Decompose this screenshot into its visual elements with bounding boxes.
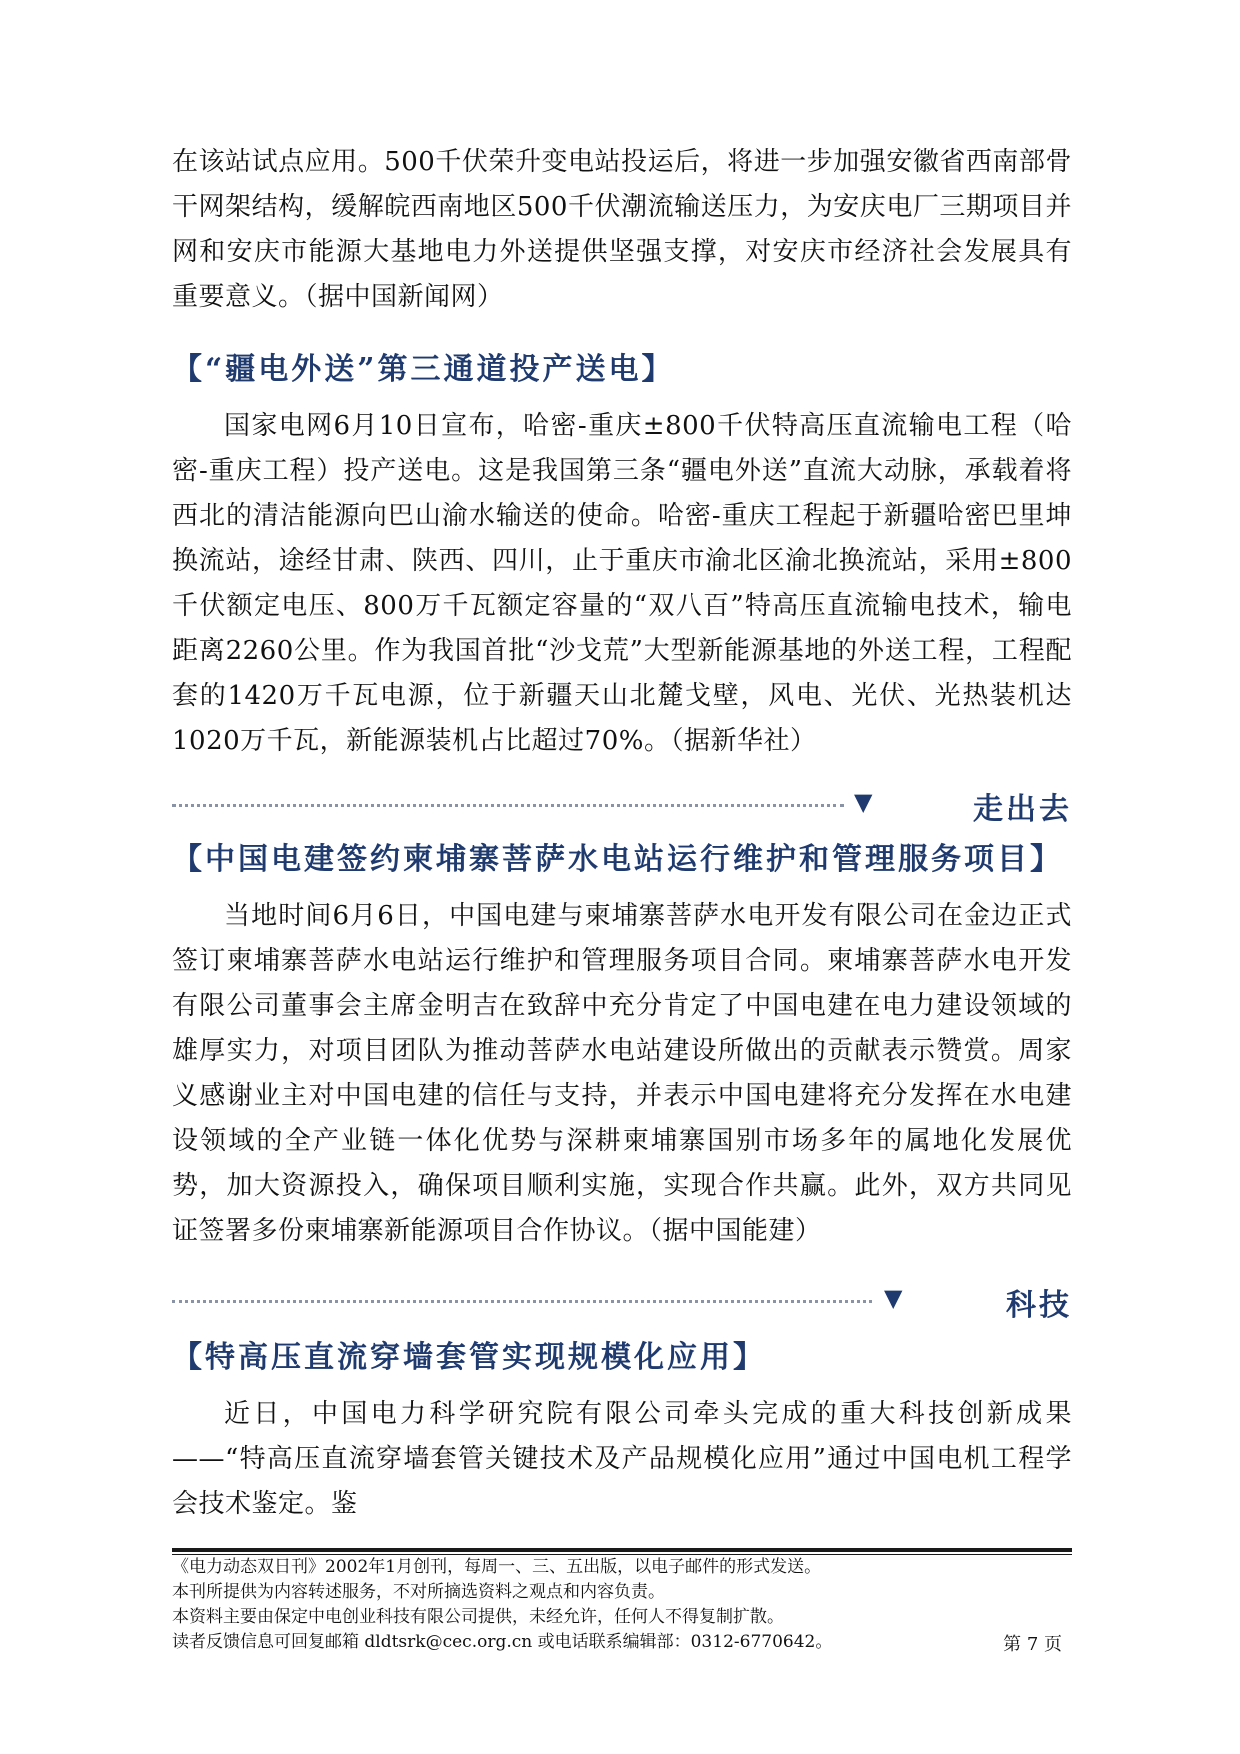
triangle-down-icon: ▼	[854, 788, 873, 816]
footer-copyright: 本资料主要由保定中电创业科技有限公司提供，未经允许，任何人不得复制扩散。	[172, 1607, 784, 1627]
footer-last-row	[172, 1630, 1072, 1655]
page-footer	[172, 1548, 1072, 1655]
article-body-xinjiang-power: 国家电网6月10日宣布，哈密-重庆±800千伏特高压直流输电工程（哈密-重庆工程）投产送电。这是我国第三条“疆电外送”直流大动脉，承载着将西北的清洁能源向巴山渝水输送的使命。哈密-重庆工程起于新疆哈密巴里坤换流站，途经甘肃、陕西、四川，止于重庆市渝北区渝北换流站，采用±800千伏额定电压、800万千瓦额定容量的“双八百”特高压直流输电技术，输电距离2260公里。作为我国首批“沙戈荒”大型新能源基地的外送工程，工程配套的1420万千瓦电源，位于新疆天山北麓戈壁，风电、光伏、光热装机达1020万千瓦，新能源装机占比超过70%。（据新华社）	[172, 411, 1072, 756]
footer-contact: 读者反馈信息可回复邮箱 dldtsrk@cec.org.cn 或电话联系编辑部：0312-6770642。	[172, 1632, 833, 1652]
section-divider-going-out	[172, 782, 1072, 826]
article-title-xinjiang-power: 【“疆电外送”第三通道投产送电】	[172, 352, 675, 387]
section-label-tech: 科技	[1006, 1288, 1072, 1323]
article-body-cambodia-hydro: 当地时间6月6日，中国电建与柬埔寨菩萨水电开发有限公司在金边正式签订柬埔寨菩萨水电站运行维护和管理服务项目合同。柬埔寨菩萨水电开发有限公司董事会主席金明吉在致辞中充分肯定了中国电建在电力建设领域的雄厚实力，对项目团队为推动菩萨水电站建设所做出的贡献表示赞赏。周家义感谢业主对中国电建的信任与支持，并表示中国电建将充分发挥在水电建设领域的全产业链一体化优势与深耕柬埔寨国别市场多年的属地化发展优势，加大资源投入，确保项目顺利实施，实现合作共赢。此外，双方共同见证签署多份柬埔寨新能源项目合作协议。（据中国能建）	[172, 901, 1072, 1246]
footer-publication-info: 《电力动态双日刊》2002年1月创刊，每周一、三、五出版，以电子邮件的形式发送。	[172, 1557, 822, 1577]
footer-disclaimer: 本刊所提供为内容转述服务，不对所摘选资料之观点和内容负责。	[172, 1582, 665, 1602]
main-content	[172, 140, 1072, 1527]
intro-paragraph: 在该站试点应用。500千伏荣升变电站投运后，将进一步加强安徽省西南部骨干网架结构，缓解皖西南地区500千伏潮流输送压力，为安庆电厂三期项目并网和安庆市能源大基地电力外送提供坚强支撑，对安庆市经济社会发展具有重要意义。（据中国新闻网）	[172, 147, 1072, 312]
triangle-down-icon: ▼	[884, 1284, 903, 1312]
footer-rule-thick	[172, 1548, 1072, 1552]
dotted-rule	[172, 804, 844, 807]
article-title-cambodia-hydro: 【中国电建签约柬埔寨菩萨水电站运行维护和管理服务项目】	[172, 842, 1063, 877]
page-number: 第 7 页	[1003, 1634, 1062, 1655]
article-body-uhv-bushing: 近日，中国电力科学研究院有限公司牵头完成的重大科技创新成果——“特高压直流穿墙套管关键技术及产品规模化应用”通过中国电机工程学会技术鉴定。鉴	[172, 1399, 1072, 1519]
article-title-uhv-bushing: 【特高压直流穿墙套管实现规模化应用】	[172, 1340, 766, 1375]
section-label-going-out: 走出去	[973, 792, 1072, 827]
section-divider-tech	[172, 1278, 1072, 1322]
dotted-rule	[172, 1300, 872, 1303]
